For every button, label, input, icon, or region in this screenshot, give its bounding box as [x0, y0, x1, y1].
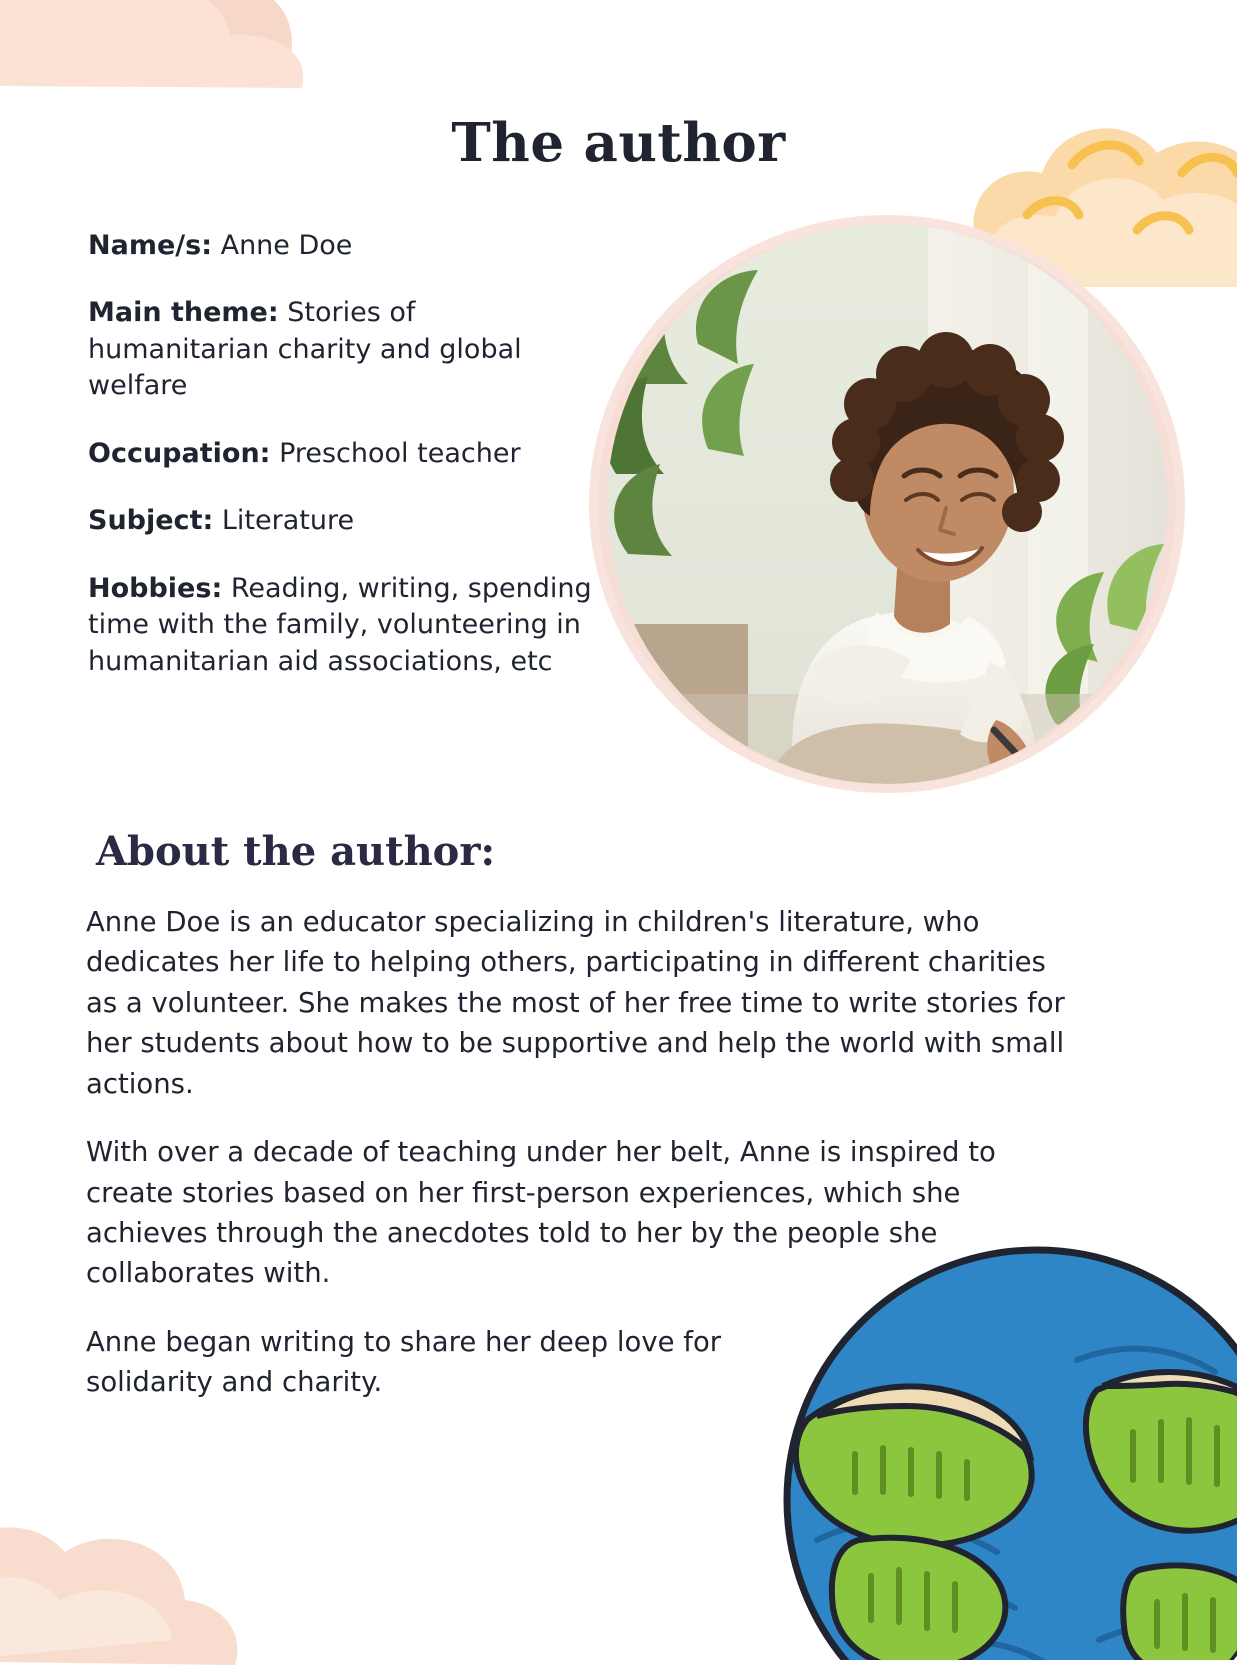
- about-paragraph-3: Anne began writing to share her deep love for solidarity and charity.: [86, 1325, 722, 1399]
- info-item-hobbies: [88, 571, 598, 680]
- info-item-occupation: [88, 436, 598, 472]
- info-item-main-theme: [88, 295, 598, 404]
- cloud-decoration-bottom-left: [0, 1460, 290, 1670]
- info-label-occupation: Occupation:: [88, 437, 271, 469]
- info-label-hobbies: Hobbies:: [88, 572, 223, 604]
- author-info-list: [88, 228, 608, 711]
- page-title: The author: [451, 112, 786, 174]
- info-value-subject: Literature: [221, 505, 355, 537]
- info-label-main-theme: Main theme:: [88, 297, 279, 329]
- about-paragraph-1: Anne Doe is an educator specializing in children's literature, who dedicates her life to helping others, participating in different charities as a volunteer. She makes the most of her free time to write stories for her students about how to be supportive and help the world with small actions.: [86, 906, 1065, 1100]
- info-label-name: Name/s:: [88, 230, 212, 261]
- info-label-subject: Subject:: [88, 505, 214, 537]
- info-value-main-theme: Stories of humanitarian charity and global welfare: [88, 297, 522, 402]
- info-item-subject: [88, 503, 598, 539]
- info-value-hobbies: Reading, writing, spending time with the family, volunteering in humanitarian aid associations, etc: [88, 572, 592, 677]
- about-the-author-body: [86, 902, 1141, 1431]
- about-paragraph-2: With over a decade of teaching under her belt, Anne is inspired to create stories based on her first-person experiences, which she achieves through the anecdotes told to her by the people she collaborates with.: [86, 1136, 996, 1290]
- about-the-author-heading: About the author:: [96, 828, 496, 875]
- info-value-name: Anne Doe: [220, 230, 353, 261]
- author-photo: [598, 224, 1176, 784]
- info-value-occupation: Preschool teacher: [279, 437, 521, 469]
- author-photo-image: [598, 224, 1176, 784]
- author-photo-illustration: [598, 224, 1176, 784]
- info-item-name: [88, 228, 598, 264]
